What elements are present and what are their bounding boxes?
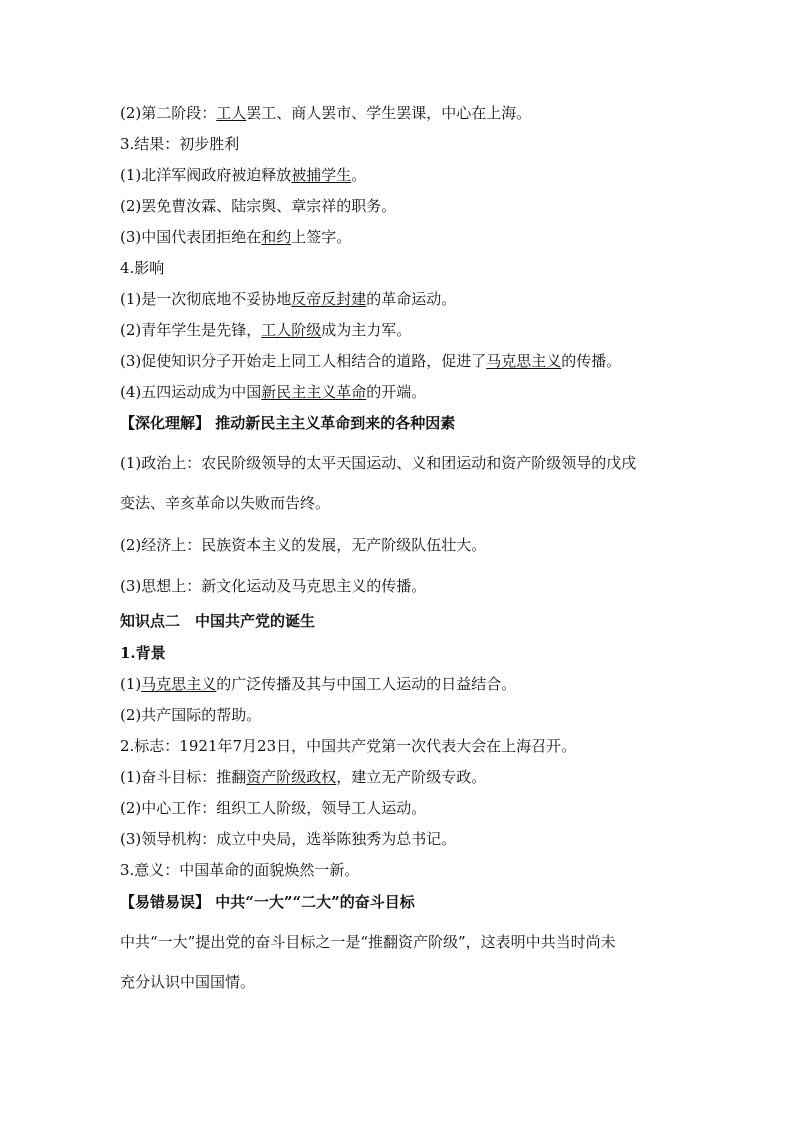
text-line: 3.意义：中国革命的面貌焕然一新。 <box>120 861 360 879</box>
underlined-term: 被捕学生 <box>291 166 352 184</box>
text-line: 中共“一大”提出党的奋斗目标之一是“推翻资产阶级”，这表明中共当时尚未 <box>120 933 616 951</box>
section-heading: 4.影响 <box>120 259 165 277</box>
underlined-term: 工人 <box>216 104 247 122</box>
text-line: 变法、辛亥革命以失败而告终。 <box>120 494 331 512</box>
text-line: (2)共产国际的帮助。 <box>120 706 262 724</box>
text-line: (2)青年学生是先锋，工人阶级成为主力军。 <box>120 321 412 339</box>
text-line: (3)思想上：新文化运动及马克思主义的传播。 <box>120 577 427 595</box>
underlined-term: 马克思主义 <box>141 675 217 693</box>
text-line: 充分认识中国国情。 <box>120 973 256 991</box>
text-line: (4)五四运动成为中国新民主主义革命的开端。 <box>120 383 427 401</box>
text-line: (3)中国代表团拒绝在和约上签字。 <box>120 228 352 246</box>
callout-heading: 【深化理解】 推动新民主主义革命到来的各种因素 <box>120 414 456 432</box>
text-line: (1)北洋军阀政府被迫释放被捕学生。 <box>120 166 367 184</box>
underlined-term: 反帝反封建 <box>291 290 367 308</box>
text-line: 2.标志：1921年7月23日，中国共产党第一次代表大会在上海召开。 <box>120 737 577 755</box>
section-heading: 知识点二 中国共产党的诞生 <box>120 612 316 630</box>
section-heading: 3.结果：初步胜利 <box>120 135 240 153</box>
underlined-term: 新民主主义革命 <box>261 383 367 401</box>
text-line: (1)马克思主义的广泛传播及其与中国工人运动的日益结合。 <box>120 675 517 693</box>
underlined-term: 工人阶级 <box>261 321 322 339</box>
underlined-term: 资产阶级政权 <box>246 768 337 786</box>
text-line: (1)是一次彻底地不妥协地反帝反封建的革命运动。 <box>120 290 457 308</box>
text-line: (2)第二阶段：工人罢工、商人罢市、学生罢课，中心在上海。 <box>120 104 532 122</box>
text-line: (2)经济上：民族资本主义的发展，无产阶级队伍壮大。 <box>120 536 487 554</box>
text-line: (1)奋斗目标：推翻资产阶级政权，建立无产阶级专政。 <box>120 768 487 786</box>
underlined-term: 马克思主义 <box>486 352 562 370</box>
text-line: (3)促使知识分子开始走上同工人相结合的道路，促进了马克思主义的传播。 <box>120 352 622 370</box>
section-heading: 1.背景 <box>120 644 166 662</box>
underlined-term: 和约 <box>261 228 292 246</box>
text-line: (3)领导机构：成立中央局，选举陈独秀为总书记。 <box>120 830 457 848</box>
text-line: (2)罢免曹汝霖、陆宗舆、章宗祥的职务。 <box>120 197 397 215</box>
text-line: (2)中心工作：组织工人阶级，领导工人运动。 <box>120 799 427 817</box>
callout-heading: 【易错易误】 中共“一大”“二大”的奋斗目标 <box>120 893 415 911</box>
text-line: (1)政治上：农民阶级领导的太平天国运动、义和团运动和资产阶级领导的戊戌 <box>120 454 637 472</box>
